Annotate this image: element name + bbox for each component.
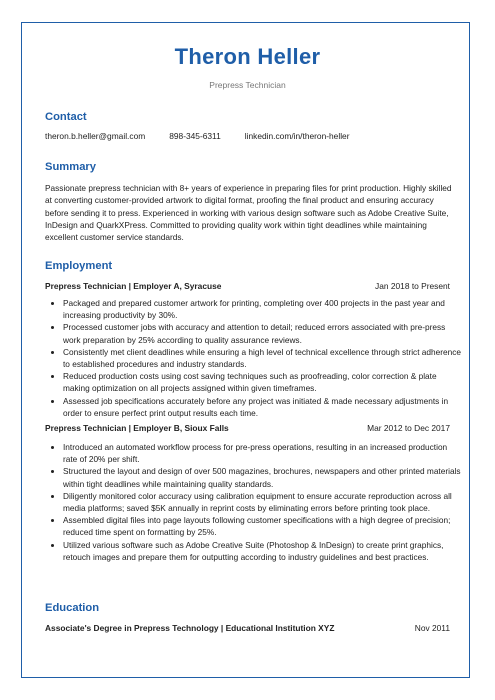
email-link[interactable]: theron.b.heller@gmail.com (45, 131, 146, 141)
list-item: • Assessed job specifications accurately before any project was initiated & made necessary adjustments in order to ensure perfect print output results each time. (63, 395, 463, 419)
list-item: • Utilized various software such as Adobe Creative Suite (Photoshop & InDesign) to create print graphics, retouch images and prepare them for outputting according to industry guidelines and best practices. (63, 539, 463, 563)
job-dates: Jan 2018 to Present (375, 281, 450, 291)
list-item: • Introduced an automated workflow process for pre-press operations, resulting in an increased production rate of 20% per shift. (63, 441, 463, 465)
job-heading (45, 281, 450, 291)
job-heading (45, 423, 450, 433)
contact-row (45, 131, 350, 141)
job-title: Prepress Technician | Employer B, Sioux Falls (45, 423, 229, 433)
education-heading: Education (45, 602, 100, 614)
list-item: • Diligently monitored color accuracy using calibration equipment to ensure accurate reproduction across all media platforms; saved $5K annually in reprint costs by eliminating errors before printing took place. (63, 490, 463, 514)
job-bullets (47, 441, 463, 563)
list-item: • Reduced production costs using cost saving techniques such as proofreading, color correction & plate making optimization on all projects assigned within given timeframes. (63, 370, 463, 394)
list-item: • Packaged and prepared customer artwork for printing, completing over 400 projects in the past year and increasing productivity by 30%. (63, 297, 463, 321)
contact-heading: Contact (45, 111, 87, 123)
job-title: Prepress Technician | Employer A, Syracuse (45, 281, 222, 291)
candidate-role: Prepress Technician (209, 80, 286, 90)
phone-number: 898-345-6311 (169, 131, 221, 141)
degree: Associate's Degree in Prepress Technology | Educational Institution XYZ (45, 623, 335, 633)
job-bullets (47, 297, 463, 419)
job-dates: Mar 2012 to Dec 2017 (367, 423, 450, 433)
summary-text: Passionate prepress technician with 8+ years of experience in preparing files for print production. Highly skilled at converting customer-provided artwork to digital format, proofing the final product and ensuring accuracy before sending it to press. Experienced in working with various design software such as Adobe Creative Suite, InDesign and QuarkXPress. Committed to providing quality work within tight deadlines while maintaining excellent customer service standards. (45, 183, 452, 243)
summary-heading: Summary (45, 161, 96, 173)
list-item: • Processed customer jobs with accuracy and attention to detail; reduced errors associated with pre-press work preparation by 25% according to quality assurance reviews. (63, 321, 463, 345)
list-item: • Assembled digital files into page layouts following customer specifications with a high degree of precision; reduced time spent on formatting by 25%. (63, 514, 463, 538)
list-item: • Consistently met client deadlines while ensuring a high level of technical excellence through strict adherence to established procedures and industry standards. (63, 346, 463, 370)
education-entry (45, 623, 450, 633)
employment-heading: Employment (45, 260, 113, 272)
education-date: Nov 2011 (414, 623, 450, 633)
linkedin-link[interactable]: linkedin.com/in/theron-heller (244, 131, 350, 141)
candidate-name: Theron Heller (174, 44, 321, 69)
list-item: • Structured the layout and design of over 500 magazines, brochures, newspapers and other printed materials within tight deadlines while maintaining quality standards. (63, 465, 463, 489)
